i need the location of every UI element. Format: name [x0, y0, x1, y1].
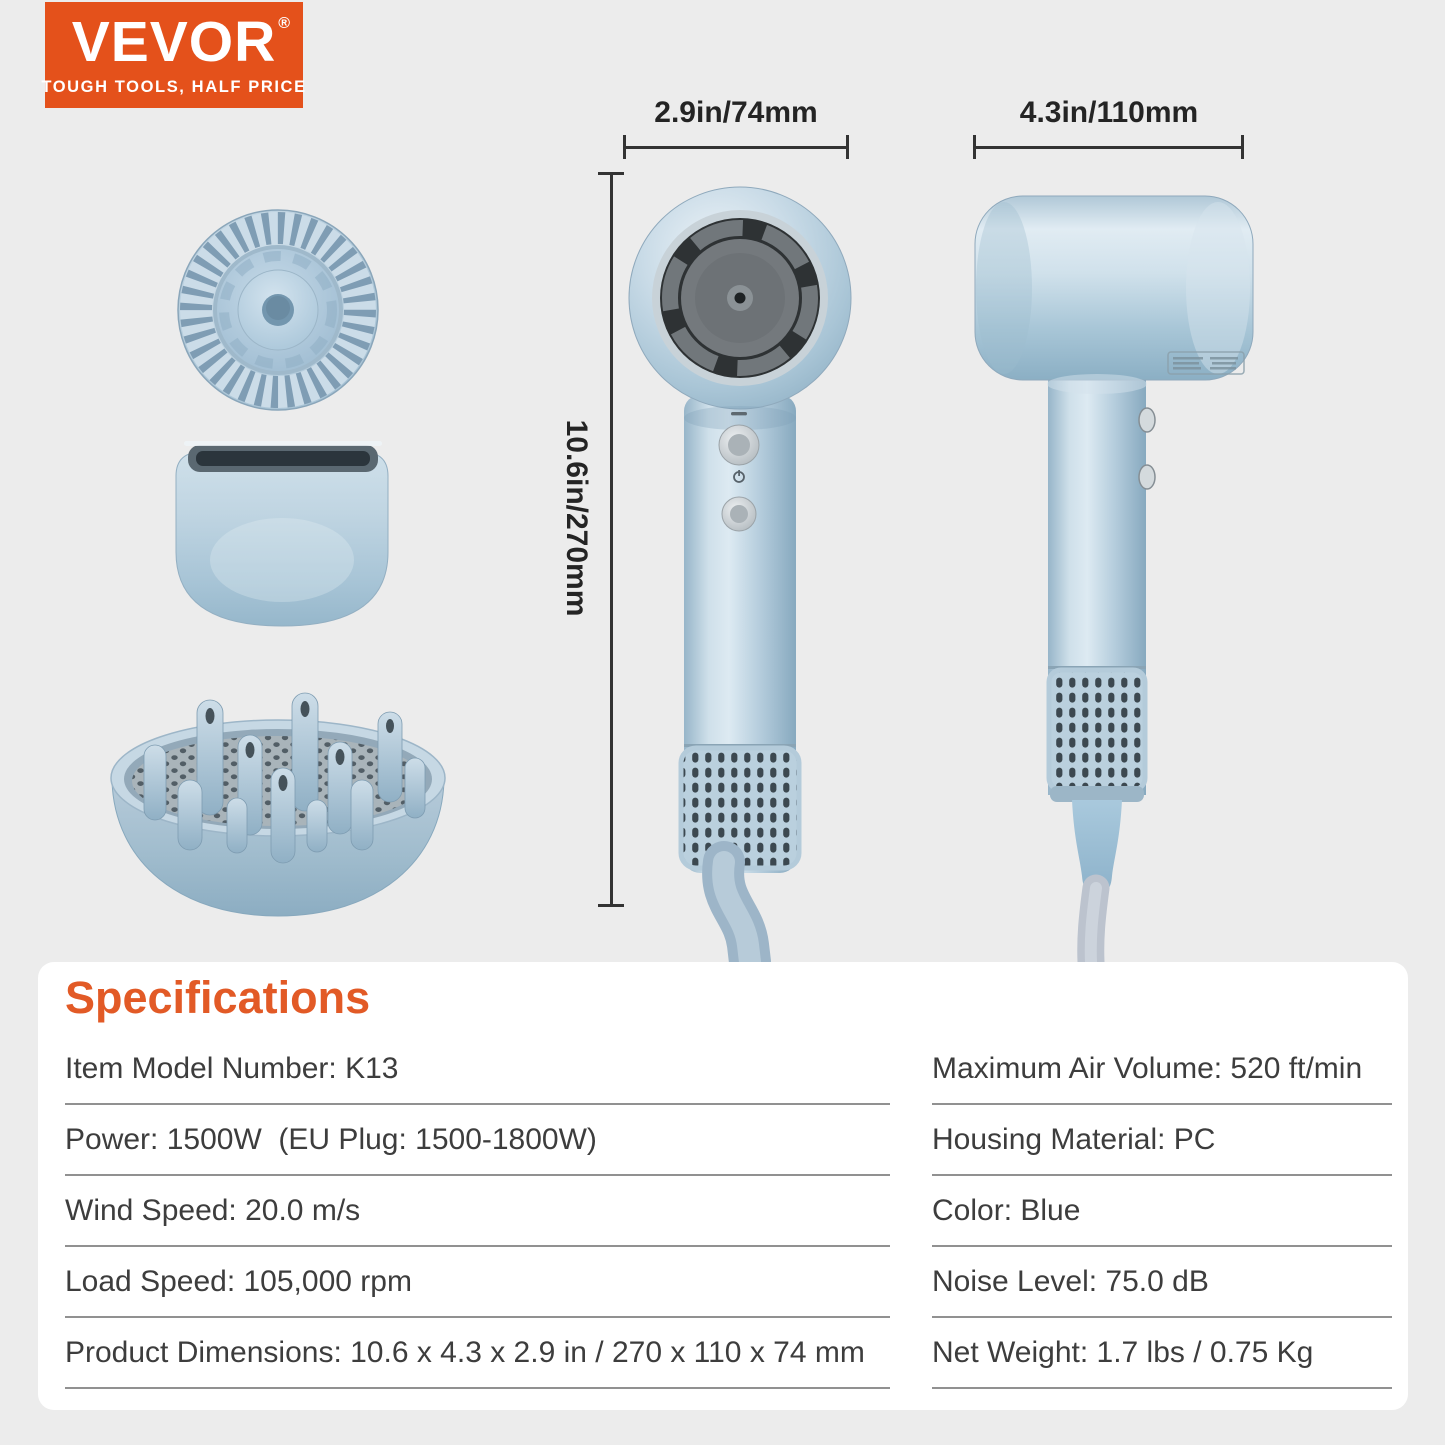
dimension-tick: [1241, 135, 1244, 159]
registered-mark: ®: [278, 14, 292, 32]
spec-product-dimensions: Product Dimensions: 10.6 x 4.3 x 2.9 in / 270 x 110 x 74 mm: [65, 1318, 890, 1389]
spec-column-left: [65, 1034, 890, 1389]
width-dimension-label: 2.9in/74mm: [654, 96, 818, 129]
concentrator-nozzle-image: [176, 441, 388, 626]
power-button-front: [722, 497, 756, 531]
hair-dryer-front-view: [629, 187, 851, 962]
depth-dimension-label: 4.3in/110mm: [1019, 96, 1199, 129]
brand-name: VEVOR ®: [71, 9, 292, 74]
dimension-tick: [598, 172, 624, 175]
diffuser-bowl-image: [111, 693, 445, 916]
power-cord-front: [723, 862, 750, 962]
dimension-tick: [598, 904, 624, 907]
specifications-title: Specifications: [65, 972, 371, 1023]
dimension-tick: [846, 135, 849, 159]
air-inlet-mesh-side: [1049, 670, 1145, 790]
spec-color: Color: Blue: [932, 1176, 1392, 1247]
power-cord-side: [1091, 888, 1096, 962]
spec-load-speed: Load Speed: 105,000 rpm: [65, 1247, 890, 1318]
spec-net-weight: Net Weight: 1.7 lbs / 0.75 Kg: [932, 1318, 1392, 1389]
dimension-tick: [623, 135, 626, 159]
spec-noise-level: Noise Level: 75.0 dB: [932, 1247, 1392, 1318]
spec-power: Power: 1500W (EU Plug: 1500-1800W): [65, 1105, 890, 1176]
diffuser-ring-image: [178, 210, 378, 410]
spec-item-model-number: Item Model Number: K13: [65, 1034, 890, 1105]
hair-dryer-side-view: [975, 196, 1253, 962]
brand-tagline: TOUGH TOOLS, HALF PRICE: [41, 77, 307, 96]
spec-wind-speed: Wind Speed: 20.0 m/s: [65, 1176, 890, 1247]
brand-logo: [41, 2, 307, 108]
spec-max-air-volume: Maximum Air Volume: 520 ft/min: [932, 1034, 1392, 1105]
dimension-tick: [973, 135, 976, 159]
spec-column-right: [932, 1034, 1392, 1389]
spec-housing-material: Housing Material: PC: [932, 1105, 1392, 1176]
height-dimension-label: 10.6in/270mm: [560, 419, 593, 617]
